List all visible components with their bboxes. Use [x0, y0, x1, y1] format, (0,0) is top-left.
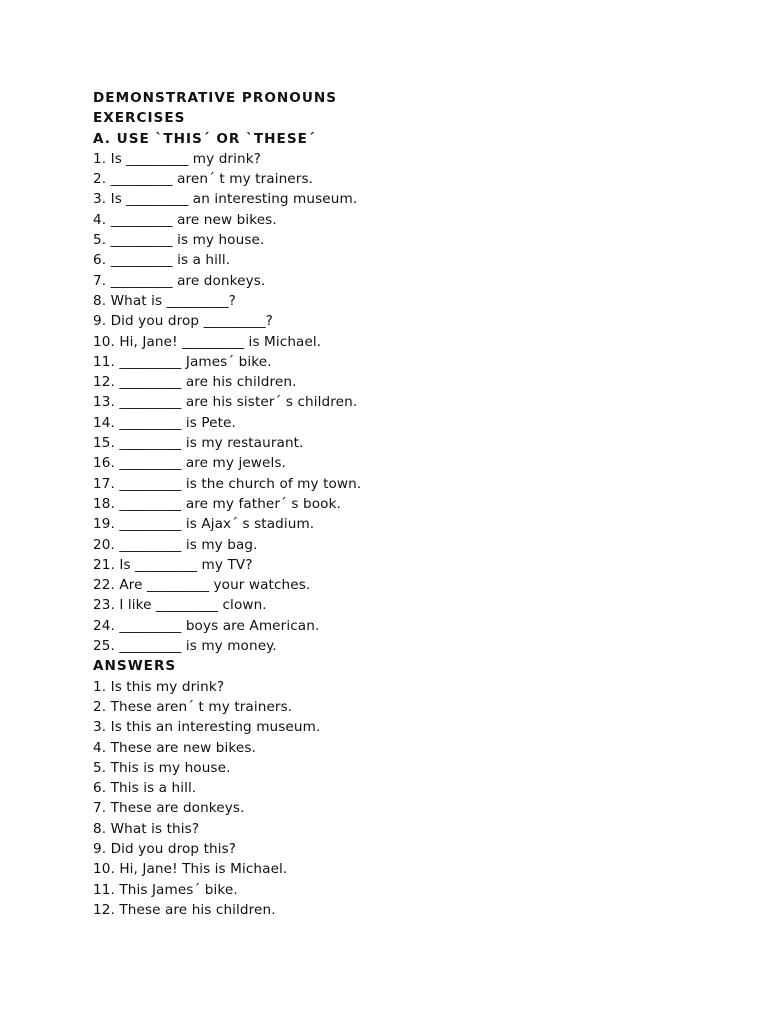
exercise-item: 13. _________ are his sister´ s children.	[93, 394, 358, 411]
exercise-item: 20. _________ is my bag.	[93, 536, 258, 553]
answer-item: 5. This is my house.	[93, 759, 231, 776]
exercise-item: 18. _________ are my father´ s book.	[93, 495, 341, 512]
answer-item: 9. Did you drop this?	[93, 840, 237, 857]
answer-item: 7. These are donkeys.	[93, 800, 245, 817]
exercise-item: 15. _________ is my restaurant.	[93, 435, 304, 452]
exercise-item: 1. Is _________ my drink?	[93, 150, 262, 167]
answer-item: 1. Is this my drink?	[93, 678, 225, 695]
exercise-item: 3. Is _________ an interesting museum.	[93, 191, 358, 208]
exercise-item: 2. _________ aren´ t my trainers.	[93, 171, 314, 188]
exercise-item: 9. Did you drop _________?	[93, 313, 273, 330]
exercise-item: 23. I like _________ clown.	[93, 597, 267, 614]
exercise-item: 10. Hi, Jane! _________ is Michael.	[93, 333, 322, 350]
exercise-item: 25. _________ is my money.	[93, 638, 277, 655]
answers-heading: ANSWERS	[93, 658, 177, 675]
title-line-1: DEMONSTRATIVE PRONOUNS	[93, 90, 338, 106]
exercise-item: 6. _________ is a hill.	[93, 252, 231, 269]
answer-item: 10. Hi, Jane! This is Michael.	[93, 861, 288, 878]
exercise-item: 19. _________ is Ajax´ s stadium.	[93, 516, 315, 533]
answer-item: 8. What is this?	[93, 820, 200, 837]
exercise-item: 17. _________ is the church of my town.	[93, 475, 362, 492]
exercise-item: 11. _________ James´ bike.	[93, 353, 272, 370]
exercise-item: 21. Is _________ my TV?	[93, 556, 253, 573]
exercise-item: 16. _________ are my jewels.	[93, 455, 286, 472]
answer-item: 6. This is a hill.	[93, 780, 197, 797]
exercise-item: 7. _________ are donkeys.	[93, 272, 266, 289]
answer-item: 3. Is this an interesting museum.	[93, 719, 321, 736]
exercise-item: 4. _________ are new bikes.	[93, 211, 277, 228]
exercise-item: 8. What is _________?	[93, 292, 236, 309]
answer-list	[93, 677, 713, 921]
exercise-item: 22. Are _________ your watches.	[93, 577, 311, 594]
section-a-heading: A. USE `THIS´ OR `THESE´	[93, 130, 316, 147]
exercise-item: 5. _________ is my house.	[93, 232, 265, 249]
answer-item: 4. These are new bikes.	[93, 739, 256, 756]
answer-item: 11. This James´ bike.	[93, 881, 238, 898]
worksheet	[93, 88, 713, 920]
exercise-list	[93, 149, 713, 656]
exercise-item: 12. _________ are his children.	[93, 374, 297, 391]
answer-item: 12. These are his children.	[93, 901, 276, 918]
exercise-item: 24. _________ boys are American.	[93, 617, 320, 634]
title-line-2: EXERCISES	[93, 110, 186, 127]
exercise-item: 14. _________ is Pete.	[93, 414, 236, 431]
answer-item: 2. These aren´ t my trainers.	[93, 698, 293, 715]
